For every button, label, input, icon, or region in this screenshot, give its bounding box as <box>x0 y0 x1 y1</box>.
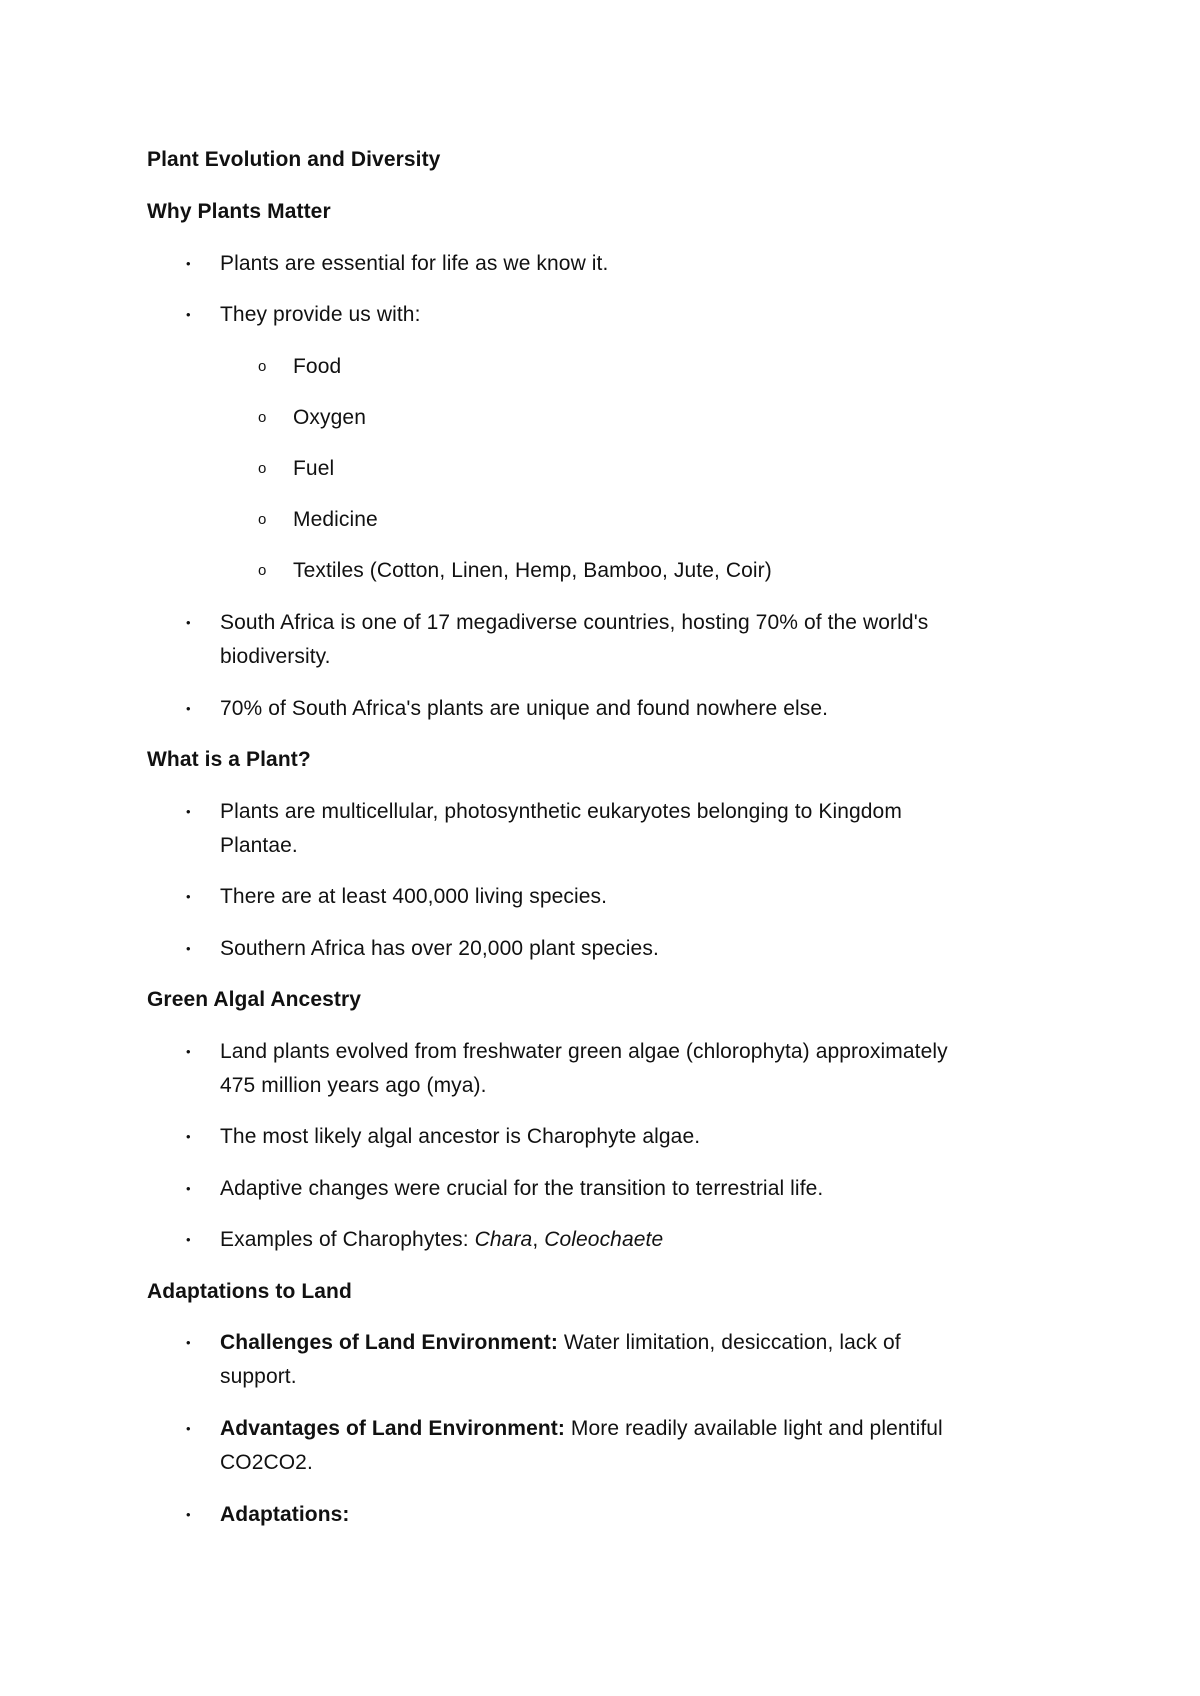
heading-adaptations-to-land: Adaptations to Land <box>147 1280 352 1303</box>
list-item-line <box>220 1412 943 1446</box>
list-item: Adaptive changes were crucial for the transition to terrestrial life. <box>220 1177 824 1200</box>
sub-bullet-icon: o <box>258 409 267 426</box>
list-item-line: South Africa is one of 17 megadiverse countries, hosting 70% of the world's <box>220 611 929 634</box>
heading-what-is-a-plant: What is a Plant? <box>147 748 311 771</box>
heading-why-plants-matter: Why Plants Matter <box>147 200 331 223</box>
advantages-text: More readily available light and plentiful <box>564 1417 943 1440</box>
bullet-icon: • <box>186 1421 191 1436</box>
challenges-text: Water limitation, desiccation, lack of <box>557 1331 901 1354</box>
list-item-line: Plants are multicellular, photosynthetic eukaryotes belonging to Kingdom <box>220 800 902 823</box>
sub-list-item: Food <box>293 355 342 378</box>
sub-list-item: Textiles (Cotton, Linen, Hemp, Bamboo, Jute, Coir) <box>293 559 772 582</box>
sub-list-item: Medicine <box>293 508 378 531</box>
bullet-icon: • <box>186 1232 191 1247</box>
bullet-icon: • <box>186 615 191 630</box>
bullet-icon: • <box>186 1044 191 1059</box>
heading-green-algal-ancestry: Green Algal Ancestry <box>147 988 362 1011</box>
sub-bullet-icon: o <box>258 460 267 477</box>
bullet-icon: • <box>186 1181 191 1196</box>
bullet-icon: • <box>186 804 191 819</box>
sub-list-item: Oxygen <box>293 406 366 429</box>
list-item-examples <box>220 1223 663 1257</box>
sub-bullet-icon: o <box>258 358 267 375</box>
list-item: They provide us with: <box>220 303 421 326</box>
list-item-line: CO2CO2. <box>220 1451 313 1474</box>
bullet-icon: • <box>186 307 191 322</box>
list-item: Southern Africa has over 20,000 plant species. <box>220 937 659 960</box>
list-item-line: Plantae. <box>220 834 298 857</box>
list-item: Plants are essential for life as we know it. <box>220 252 609 275</box>
sub-bullet-icon: o <box>258 511 267 528</box>
example-chara: Chara <box>474 1228 533 1251</box>
list-item-line: support. <box>220 1365 297 1388</box>
list-item-line: 475 million years ago (mya). <box>220 1074 487 1097</box>
examples-separator: , <box>532 1228 545 1251</box>
list-item: The most likely algal ancestor is Charophyte algae. <box>220 1125 701 1148</box>
bullet-icon: • <box>186 701 191 716</box>
list-item: There are at least 400,000 living species. <box>220 885 608 908</box>
bullet-icon: • <box>186 1335 191 1350</box>
list-item: 70% of South Africa's plants are unique and found nowhere else. <box>220 697 829 720</box>
advantages-label: Advantages of Land Environment: <box>220 1417 565 1440</box>
bullet-icon: • <box>186 256 191 271</box>
examples-prefix: Examples of Charophytes: <box>220 1228 475 1251</box>
document-title: Plant Evolution and Diversity <box>147 148 441 171</box>
list-item-line: biodiversity. <box>220 645 331 668</box>
bullet-icon: • <box>186 889 191 904</box>
challenges-label: Challenges of Land Environment: <box>220 1331 558 1354</box>
bullet-icon: • <box>186 1507 191 1522</box>
list-item-line: Land plants evolved from freshwater green algae (chlorophyta) approximately <box>220 1040 948 1063</box>
sub-bullet-icon: o <box>258 562 267 579</box>
list-item-line <box>220 1326 901 1360</box>
sub-list-item: Fuel <box>293 457 335 480</box>
adaptations-label: Adaptations: <box>220 1503 350 1526</box>
bullet-icon: • <box>186 1129 191 1144</box>
example-coleochaete: Coleochaete <box>544 1228 664 1251</box>
bullet-icon: • <box>186 941 191 956</box>
